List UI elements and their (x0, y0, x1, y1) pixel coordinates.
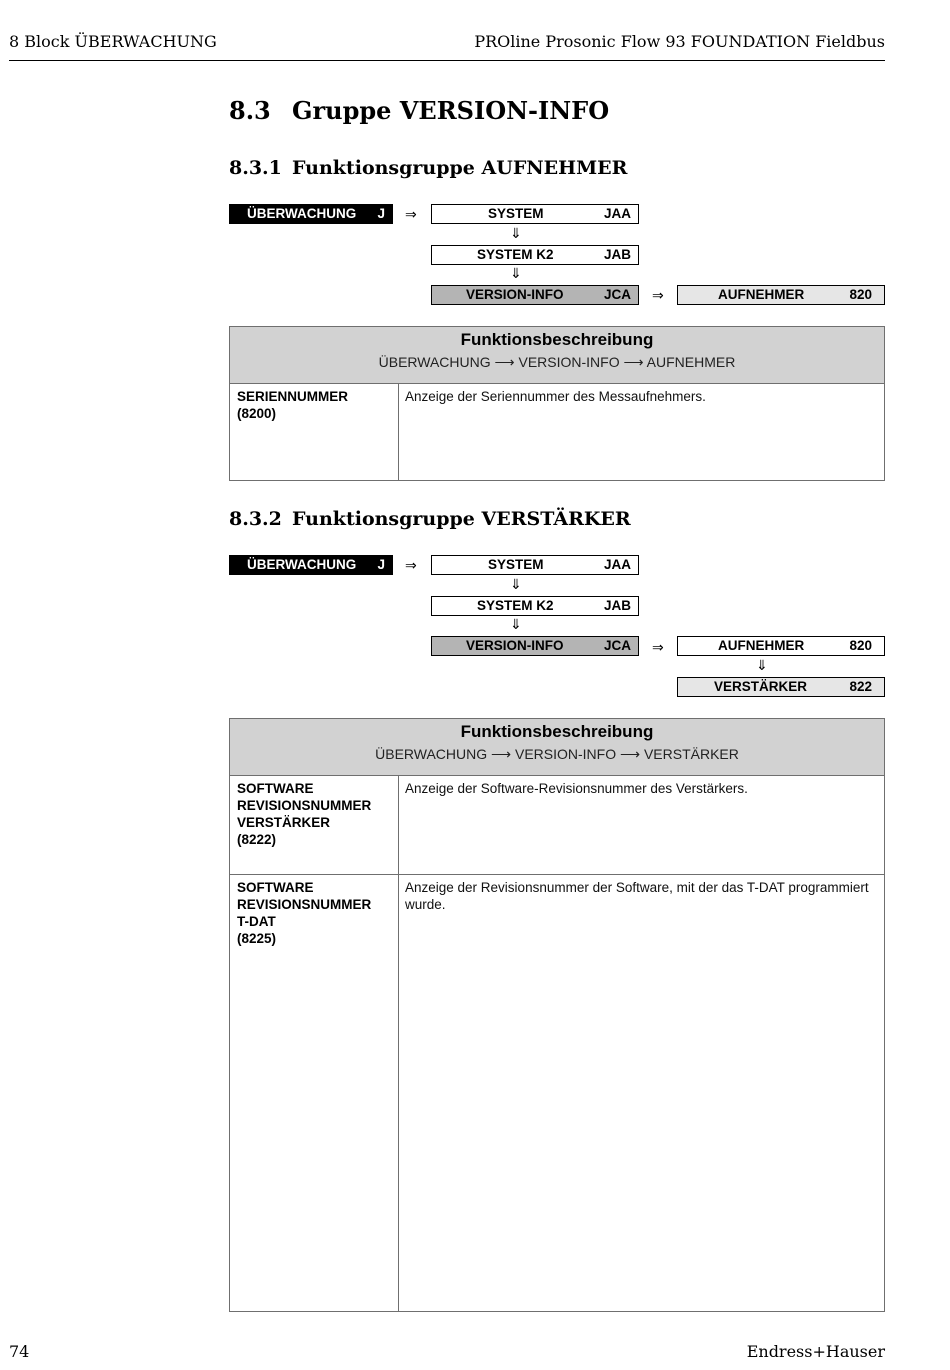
function-table-verstaerker (229, 718, 885, 1312)
table-header (230, 327, 884, 384)
table-title: Funktionsbeschreibung (460, 330, 654, 349)
subsection-heading-verstaerker (229, 508, 631, 530)
running-header-left: 8 Block ÜBERWACHUNG (9, 32, 217, 51)
page-number: 74 (9, 1342, 30, 1361)
block-box-ueberwachung (229, 204, 393, 224)
arrow-down-icon: ⇓ (510, 225, 522, 241)
function-group-box-aufnehmer (677, 636, 885, 656)
table-path: ÜBERWACHUNG ⟶ VERSION-INFO ⟶ AUFNEHMER (378, 354, 736, 370)
section-number: 8.3 (229, 96, 271, 125)
arrow-right-icon: ⇒ (405, 206, 417, 222)
group-code: JAA (603, 557, 631, 572)
function-name: SOFTWARE REVISIONSNUMMER VERSTÄRKER (8222) (237, 781, 372, 847)
group-label: VERSION-INFO (466, 287, 564, 302)
table-row (230, 776, 884, 874)
group-box-system-k2 (431, 596, 639, 616)
table-title: Funktionsbeschreibung (460, 722, 654, 741)
arrow-down-icon: ⇓ (510, 616, 522, 632)
group-label: VERSION-INFO (466, 638, 564, 653)
function-description: Anzeige der Software-Revisionsnummer des Verstärkers. (405, 781, 748, 796)
function-description: Anzeige der Revisionsnummer der Software, mit der das T-DAT programmiert wurde. (405, 880, 869, 912)
header-rule (9, 60, 885, 61)
group-box-system-k2 (431, 245, 639, 265)
block-label: ÜBERWACHUNG (247, 557, 357, 572)
function-group-code: 820 (849, 287, 872, 302)
table-row (230, 384, 884, 481)
block-code: J (377, 206, 385, 221)
function-name: SERIENNUMMER (8200) (237, 389, 349, 421)
subsection-title: Funktionsgruppe VERSTÄRKER (292, 508, 631, 530)
subsection-number: 8.3.2 (229, 508, 282, 530)
group-box-system (431, 204, 639, 224)
function-group-label: AUFNEHMER (718, 638, 805, 653)
group-code: JAB (603, 598, 631, 613)
function-name: SOFTWARE REVISIONSNUMMER T-DAT (8225) (237, 880, 372, 946)
arrow-right-icon: ⇒ (405, 557, 417, 573)
arrow-down-icon: ⇓ (510, 576, 522, 592)
function-group-box-aufnehmer (677, 285, 885, 305)
group-code: JAB (603, 247, 631, 262)
running-header-right: PROline Prosonic Flow 93 FOUNDATION Fieldbus (474, 32, 885, 51)
function-group-code: 822 (849, 679, 872, 694)
group-box-version-info (431, 285, 639, 305)
table-header (230, 719, 884, 776)
function-description: Anzeige der Seriennummer des Messaufnehmers. (405, 389, 706, 404)
arrow-down-icon: ⇓ (510, 265, 522, 281)
table-path: ÜBERWACHUNG ⟶ VERSION-INFO ⟶ VERSTÄRKER (375, 746, 739, 762)
arrow-down-icon: ⇓ (756, 657, 768, 673)
function-group-code: 820 (849, 638, 872, 653)
arrow-right-icon: ⇒ (652, 287, 664, 303)
group-code: JCA (603, 287, 631, 302)
block-label: ÜBERWACHUNG (247, 206, 357, 221)
block-code: J (377, 557, 385, 572)
group-label: SYSTEM K2 (477, 247, 554, 262)
function-group-box-verstaerker (677, 677, 885, 697)
function-group-label: AUFNEHMER (718, 287, 805, 302)
subsection-heading-aufnehmer (229, 157, 627, 179)
section-title: Gruppe VERSION-INFO (292, 96, 610, 125)
group-code: JAA (603, 206, 631, 221)
group-code: JCA (603, 638, 631, 653)
function-group-label: VERSTÄRKER (714, 679, 808, 694)
group-label: SYSTEM (488, 557, 544, 572)
section-heading (229, 96, 609, 125)
arrow-right-icon: ⇒ (652, 639, 664, 655)
subsection-number: 8.3.1 (229, 157, 282, 179)
group-box-system (431, 555, 639, 575)
function-table-aufnehmer (229, 326, 885, 481)
group-label: SYSTEM K2 (477, 598, 554, 613)
group-label: SYSTEM (488, 206, 544, 221)
brand-logo-text: Endress+Hauser (746, 1342, 885, 1361)
group-box-version-info (431, 636, 639, 656)
table-row (230, 874, 884, 1313)
block-box-ueberwachung (229, 555, 393, 575)
subsection-title: Funktionsgruppe AUFNEHMER (292, 157, 628, 179)
